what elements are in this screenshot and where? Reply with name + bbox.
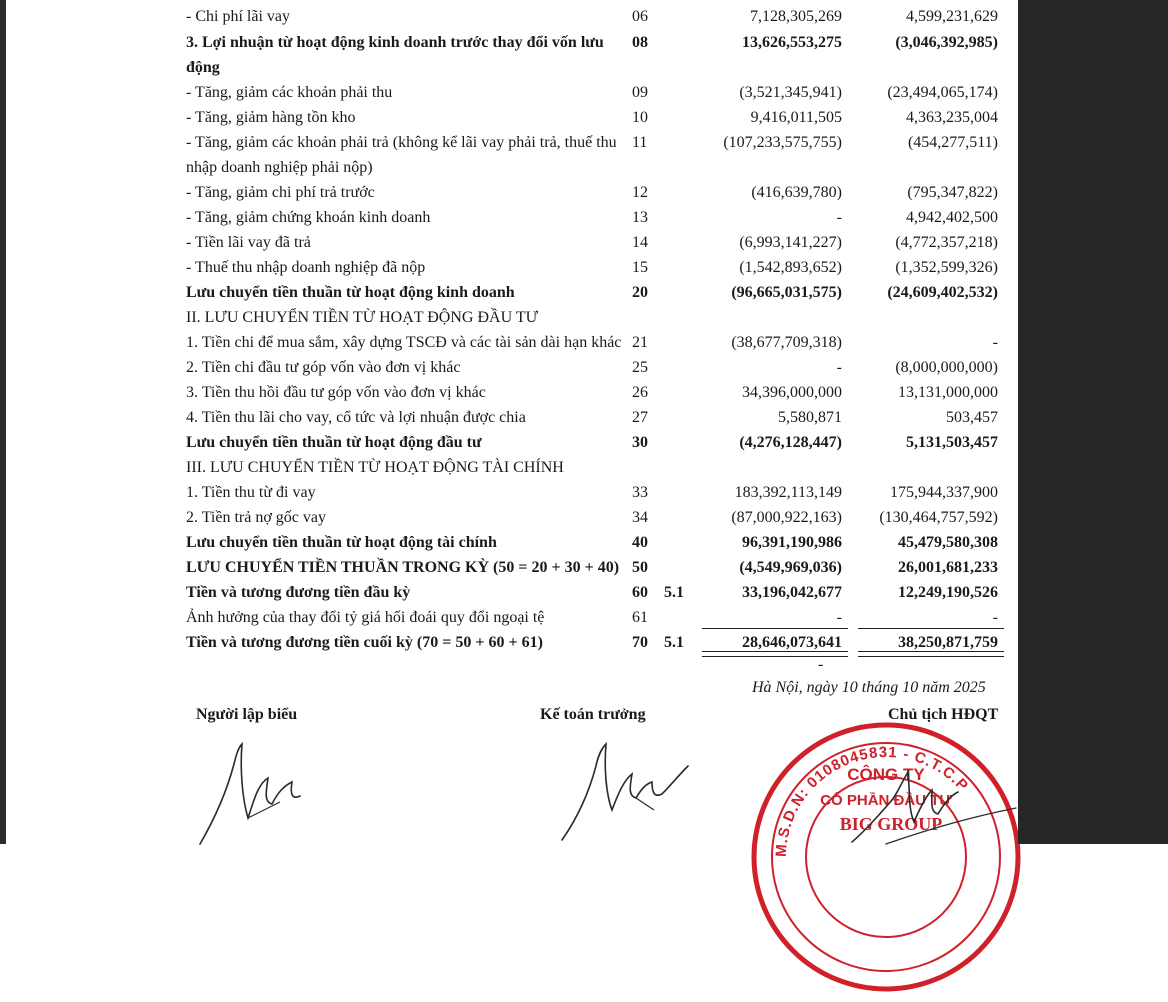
row-current-amount: 13,626,553,275 xyxy=(742,34,842,51)
row-code: 50 xyxy=(632,559,648,576)
row-label: Lưu chuyển tiền thuần từ hoạt động đầu tư xyxy=(186,434,482,451)
row-label: 1. Tiền thu từ đi vay xyxy=(186,484,316,501)
row-previous-amount: (23,494,065,174) xyxy=(887,84,998,101)
seal-line-1: CÔNG TY xyxy=(847,765,925,784)
seal-line-3: BIG GROUP xyxy=(839,814,943,834)
seal-line-2: CỔ PHẦN ĐẦU TƯ xyxy=(820,792,952,809)
row-previous-amount: (8,000,000,000) xyxy=(895,359,998,376)
table-row xyxy=(6,605,1018,630)
table-row xyxy=(6,430,1018,455)
row-current-amount: (107,233,575,755) xyxy=(723,134,842,151)
row-current-amount: 5,580,871 xyxy=(778,409,842,426)
row-code: 14 xyxy=(632,234,648,251)
row-previous-amount: 26,001,681,233 xyxy=(898,559,998,576)
row-current-amount: - xyxy=(836,209,842,226)
row-code: 11 xyxy=(632,134,648,151)
row-current-amount: 96,391,190,986 xyxy=(742,534,842,551)
row-code: 60 xyxy=(632,584,648,601)
row-previous-amount: 12,249,190,526 xyxy=(898,584,998,601)
row-previous-amount: (4,772,357,218) xyxy=(895,234,998,251)
total-double-underline-previous xyxy=(858,651,1004,657)
total-double-underline-current xyxy=(702,651,848,657)
row-label: - Chi phí lãi vay xyxy=(186,8,290,25)
row-code: 34 xyxy=(632,509,648,526)
row-current-amount: (4,276,128,447) xyxy=(739,434,842,451)
row-label: LƯU CHUYỂN TIỀN THUẦN TRONG KỲ (50 = 20 + 30 + 40) xyxy=(186,559,620,576)
row-code: 08 xyxy=(632,34,648,51)
row-current-amount: (4,549,969,036) xyxy=(739,559,842,576)
total-top-line-previous xyxy=(858,628,1004,629)
row-label: - Tiền lãi vay đã trả xyxy=(186,234,311,251)
preparer-title: Người lập biểu xyxy=(196,706,298,723)
row-previous-amount: (454,277,511) xyxy=(907,134,998,151)
row-code: 25 xyxy=(632,359,648,376)
row-previous-amount: (795,347,822) xyxy=(907,184,998,201)
row-code: 40 xyxy=(632,534,648,551)
table-row xyxy=(6,505,1018,530)
row-code: 30 xyxy=(632,434,648,451)
table-row xyxy=(6,555,1018,580)
chairman-title: Chủ tịch HĐQT xyxy=(888,706,999,723)
row-current-amount: (6,993,141,227) xyxy=(739,234,842,251)
row-label: - Tăng, giảm chứng khoán kinh doanh xyxy=(186,209,431,226)
row-code: 06 xyxy=(632,8,648,25)
row-current-amount: 34,396,000,000 xyxy=(742,384,842,401)
row-current-amount: (1,542,893,652) xyxy=(739,259,842,276)
table-row xyxy=(6,255,1018,280)
row-current-amount: (416,639,780) xyxy=(751,184,842,201)
table-row xyxy=(6,80,1018,105)
row-label: - Tăng, giảm các khoản phải thu xyxy=(186,84,393,101)
row-current-amount: (87,000,922,163) xyxy=(731,509,842,526)
row-current-amount: 28,646,073,641 xyxy=(742,634,842,651)
row-previous-amount: 4,363,235,004 xyxy=(906,109,998,126)
row-code: 13 xyxy=(632,209,648,226)
row-code: 33 xyxy=(632,484,648,501)
table-row xyxy=(6,280,1018,305)
row-label: Ảnh hưởng của thay đổi tỷ giá hối đoái quy đổi ngoại tệ xyxy=(186,609,545,626)
row-previous-amount: 4,599,231,629 xyxy=(906,8,998,25)
table-row xyxy=(6,230,1018,255)
row-label: 3. Lợi nhuận từ hoạt động kinh doanh trước thay đổi vốn lưu động xyxy=(186,34,604,76)
table-row xyxy=(6,105,1018,130)
row-label: 3. Tiền thu hồi đầu tư góp vốn vào đơn vị khác xyxy=(186,384,486,401)
row-code: 61 xyxy=(632,609,648,626)
row-previous-amount: 4,942,402,500 xyxy=(906,209,998,226)
row-previous-amount: 5,131,503,457 xyxy=(906,434,998,451)
row-previous-amount: (1,352,599,326) xyxy=(895,259,998,276)
row-code: 15 xyxy=(632,259,648,276)
row-previous-amount: (3,046,392,985) xyxy=(895,34,998,51)
row-code: 20 xyxy=(632,284,648,301)
chief-accountant-title: Kế toán trưởng xyxy=(540,706,646,723)
row-previous-amount: 45,479,580,308 xyxy=(898,534,998,551)
chairman-signature xyxy=(846,752,1018,844)
row-label: 2. Tiền chi đầu tư góp vốn vào đơn vị khác xyxy=(186,359,461,376)
table-row xyxy=(6,580,1018,605)
row-label: Lưu chuyển tiền thuần từ hoạt động kinh doanh xyxy=(186,284,515,301)
seal-tax-code: M.S.D.N: 0108045831 - C.T.C.P xyxy=(772,743,972,858)
row-code: 26 xyxy=(632,384,648,401)
row-previous-amount: (130,464,757,592) xyxy=(879,509,998,526)
row-label: II. LƯU CHUYỂN TIỀN TỪ HOẠT ĐỘNG ĐẦU TƯ xyxy=(186,309,539,326)
row-current-amount: 33,196,042,677 xyxy=(742,584,842,601)
row-label: 1. Tiền chi để mua sắm, xây dựng TSCĐ và các tài sản dài hạn khác xyxy=(186,334,622,351)
row-label: 2. Tiền trả nợ gốc vay xyxy=(186,509,327,526)
row-label: III. LƯU CHUYỂN TIỀN TỪ HOẠT ĐỘNG TÀI CHÍNH xyxy=(186,459,564,476)
chief-accountant-signature xyxy=(558,736,698,844)
row-code: 12 xyxy=(632,184,648,201)
table-row xyxy=(6,4,1018,29)
place-date: Hà Nội, ngày 10 tháng 10 năm 2025 xyxy=(752,679,986,696)
table-row xyxy=(6,455,1018,480)
row-label: Tiền và tương đương tiền đầu kỳ xyxy=(186,584,411,601)
row-current-amount: 7,128,305,269 xyxy=(750,8,842,25)
row-previous-amount: 13,131,000,000 xyxy=(898,384,998,401)
row-label: - Tăng, giảm các khoản phải trả (không kể lãi vay phải trả, thuế thu nhập doanh nghiệp phải nộp) xyxy=(186,134,617,176)
row-previous-amount: 38,250,871,759 xyxy=(898,634,998,651)
row-current-amount: (96,665,031,575) xyxy=(731,284,842,301)
row-code: 70 xyxy=(632,634,648,651)
table-row xyxy=(6,205,1018,230)
total-top-line-current xyxy=(702,628,848,629)
row-current-amount: - xyxy=(836,359,842,376)
row-previous-amount: 503,457 xyxy=(946,409,998,426)
row-label: - Thuế thu nhập doanh nghiệp đã nộp xyxy=(186,259,426,276)
table-row xyxy=(6,530,1018,555)
row-current-amount: 183,392,113,149 xyxy=(734,484,842,501)
table-row xyxy=(6,180,1018,205)
row-label: - Tăng, giảm chi phí trả trước xyxy=(186,184,375,201)
row-code: 09 xyxy=(632,84,648,101)
row-previous-amount: (24,609,402,532) xyxy=(887,284,998,301)
row-previous-amount: - xyxy=(992,609,998,626)
row-current-amount: 9,416,011,505 xyxy=(750,109,842,126)
table-row xyxy=(6,480,1018,505)
row-note: 5.1 xyxy=(664,584,684,601)
row-label: - Tăng, giảm hàng tồn kho xyxy=(186,109,356,126)
table-row xyxy=(6,30,1018,80)
table-row xyxy=(6,380,1018,405)
row-note: 5.1 xyxy=(664,634,684,651)
table-row xyxy=(6,130,1018,180)
row-label: 4. Tiền thu lãi cho vay, cổ tức và lợi nhuận được chia xyxy=(186,409,526,426)
table-row xyxy=(6,305,1018,330)
row-current-amount: (3,521,345,941) xyxy=(739,84,842,101)
viewer-right-edge xyxy=(1018,0,1168,844)
row-current-amount: (38,677,709,318) xyxy=(731,334,842,351)
row-label: Tiền và tương đương tiền cuối kỳ (70 = 50 + 60 + 61) xyxy=(186,634,543,651)
row-code: 10 xyxy=(632,109,648,126)
row-current-amount: - xyxy=(836,609,842,626)
table-row xyxy=(6,330,1018,355)
preparer-signature xyxy=(196,738,326,844)
row-previous-amount: 175,944,337,900 xyxy=(890,484,998,501)
row-previous-amount: - xyxy=(992,334,998,351)
row-code: 27 xyxy=(632,409,648,426)
row-code: 21 xyxy=(632,334,648,351)
document-page xyxy=(6,0,1018,858)
table-row xyxy=(6,405,1018,430)
stray-dash: - xyxy=(818,656,824,673)
table-row xyxy=(6,355,1018,380)
row-label: Lưu chuyển tiền thuần từ hoạt động tài chính xyxy=(186,534,497,551)
